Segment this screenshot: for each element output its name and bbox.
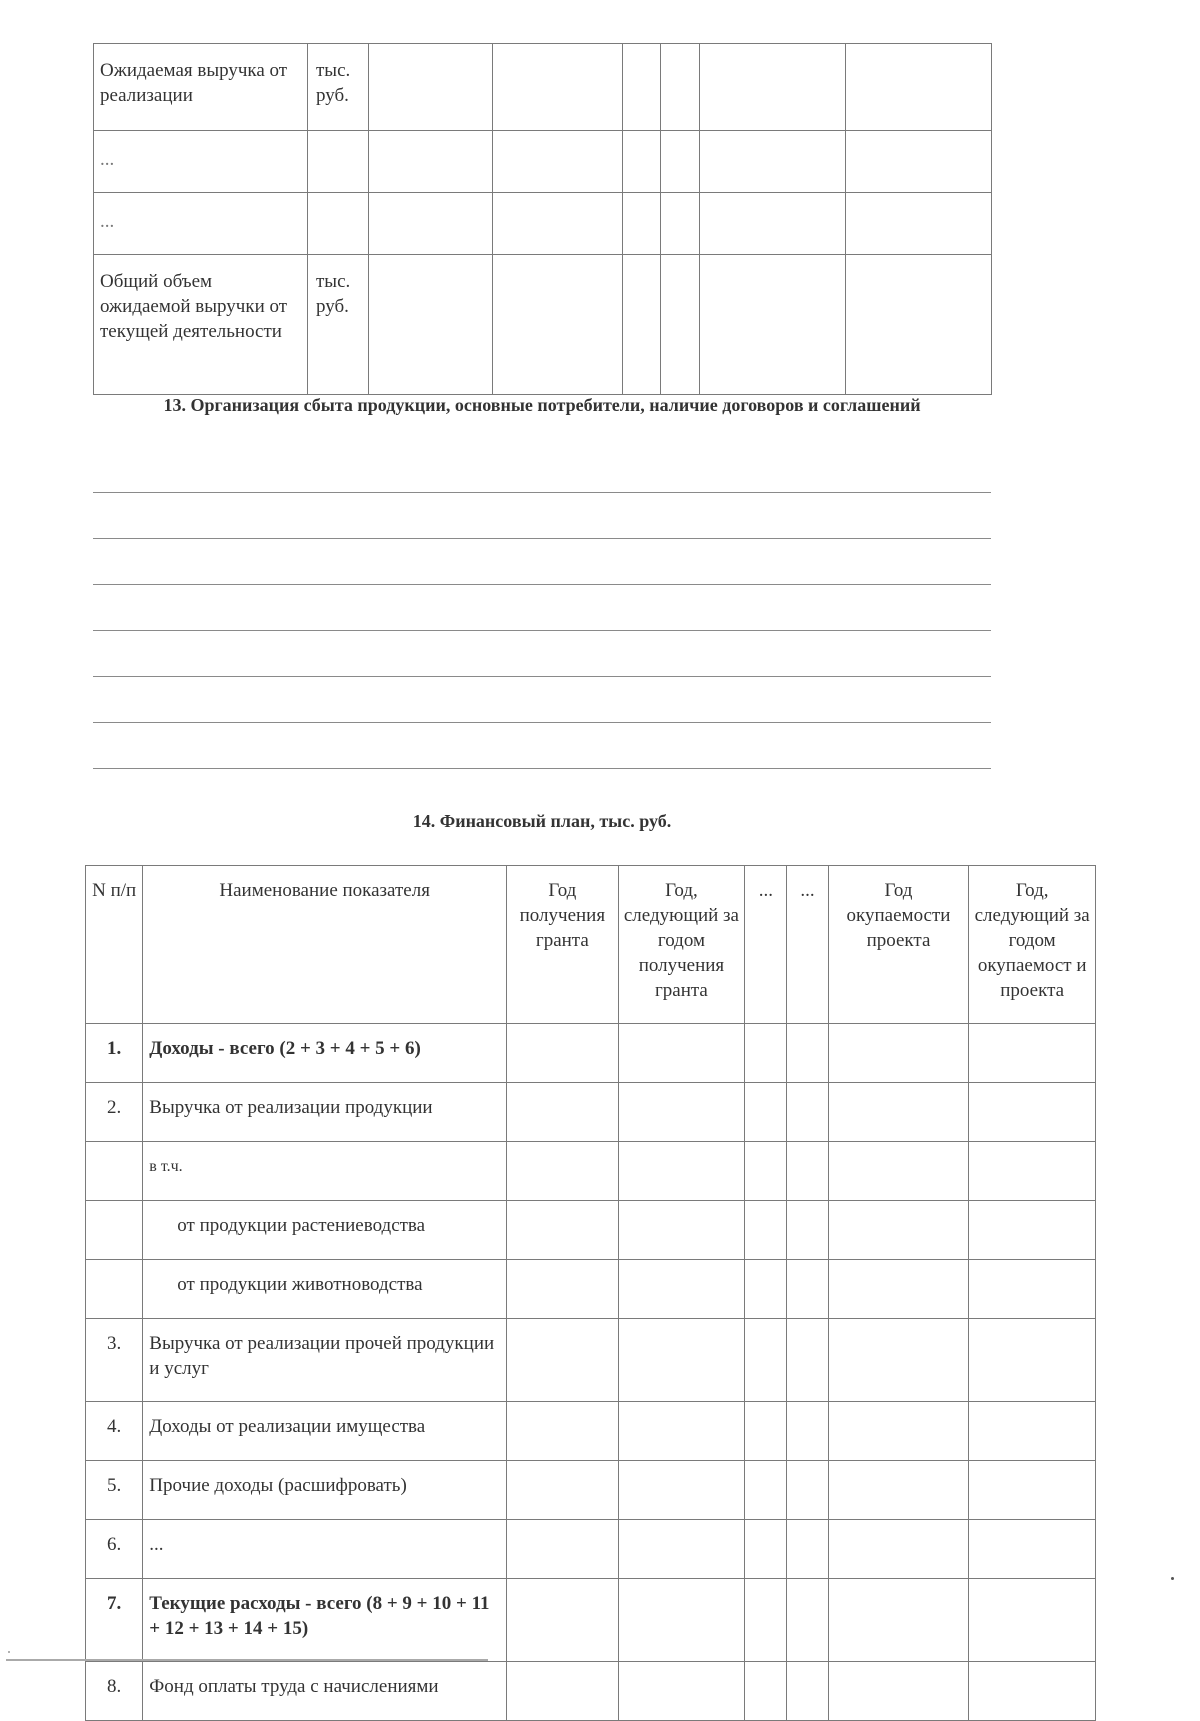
row-name: в т.ч.	[143, 1142, 507, 1201]
input-cell[interactable]	[745, 1579, 787, 1662]
input-cell[interactable]	[745, 1520, 787, 1579]
input-cell[interactable]	[618, 1260, 745, 1319]
table-cell	[661, 44, 700, 131]
row-unit: тыс. руб.	[308, 255, 369, 395]
input-cell[interactable]	[507, 1142, 619, 1201]
table-cell	[369, 44, 493, 131]
input-cell[interactable]	[969, 1520, 1096, 1579]
row-num: 5.	[86, 1461, 143, 1520]
header-grant-year: Год получения гранта	[507, 866, 619, 1024]
input-cell[interactable]	[969, 1461, 1096, 1520]
input-cell[interactable]	[828, 1319, 969, 1402]
row-name: Ожидаемая выручка от реализации	[94, 44, 308, 131]
table-row	[86, 1461, 1096, 1520]
input-cell[interactable]	[787, 1201, 828, 1260]
input-cell[interactable]	[969, 1201, 1096, 1260]
table-cell	[661, 131, 700, 193]
input-cell[interactable]	[618, 1083, 745, 1142]
row-name: ...	[94, 193, 308, 255]
table-row	[86, 1579, 1096, 1662]
input-cell[interactable]	[969, 1319, 1096, 1402]
table-cell	[700, 255, 846, 395]
input-cell[interactable]	[745, 1201, 787, 1260]
input-cell[interactable]	[828, 1142, 969, 1201]
input-cell[interactable]	[787, 1024, 828, 1083]
blank-line[interactable]	[93, 676, 991, 677]
input-cell[interactable]	[745, 1319, 787, 1402]
input-cell[interactable]	[507, 1024, 619, 1083]
input-cell[interactable]	[618, 1402, 745, 1461]
input-cell[interactable]	[618, 1579, 745, 1662]
table-row	[86, 1024, 1096, 1083]
row-unit: тыс. руб.	[308, 44, 369, 131]
input-cell[interactable]	[787, 1402, 828, 1461]
input-cell[interactable]	[618, 1461, 745, 1520]
input-cell[interactable]	[787, 1461, 828, 1520]
table-cell	[623, 44, 661, 131]
header-after-payback: Год, следующий за годом окупаемост и проекта	[969, 866, 1096, 1024]
input-cell[interactable]	[507, 1083, 619, 1142]
input-cell[interactable]	[969, 1024, 1096, 1083]
input-cell[interactable]	[507, 1579, 619, 1662]
input-cell[interactable]	[828, 1260, 969, 1319]
input-cell[interactable]	[969, 1142, 1096, 1201]
table-row	[86, 1319, 1096, 1402]
input-cell[interactable]	[787, 1319, 828, 1402]
table-row	[86, 1260, 1096, 1319]
row-num: 6.	[86, 1520, 143, 1579]
revenue-table	[93, 43, 992, 395]
input-cell[interactable]	[787, 1142, 828, 1201]
header-next-year: Год, следующий за годом получения гранта	[618, 866, 745, 1024]
input-cell[interactable]	[507, 1260, 619, 1319]
financial-plan-table	[85, 865, 1096, 1721]
input-cell[interactable]	[618, 1142, 745, 1201]
row-unit	[308, 131, 369, 193]
row-name: Текущие расходы - всего (8 + 9 + 10 + 11 + 12 + 13 + 14 + 15)	[143, 1579, 507, 1662]
input-cell[interactable]	[787, 1520, 828, 1579]
row-num	[86, 1142, 143, 1201]
input-cell[interactable]	[745, 1662, 787, 1721]
input-cell[interactable]	[618, 1319, 745, 1402]
row-unit	[308, 193, 369, 255]
input-cell[interactable]	[969, 1260, 1096, 1319]
row-name: ...	[143, 1520, 507, 1579]
blank-line[interactable]	[93, 722, 991, 723]
section-14-heading: 14. Финансовый план, тыс. руб.	[412, 811, 672, 831]
input-cell[interactable]	[507, 1201, 619, 1260]
blank-line[interactable]	[93, 584, 991, 585]
table-row	[86, 1142, 1096, 1201]
input-cell[interactable]	[828, 1402, 969, 1461]
table-cell	[493, 44, 623, 131]
table-row	[94, 131, 992, 193]
input-cell[interactable]	[618, 1024, 745, 1083]
row-name: Доходы - всего (2 + 3 + 4 + 5 + 6)	[143, 1024, 507, 1083]
table-cell	[846, 44, 992, 131]
table-cell	[623, 131, 661, 193]
input-cell[interactable]	[507, 1520, 619, 1579]
table-row	[86, 1402, 1096, 1461]
table-cell	[623, 193, 661, 255]
input-cell[interactable]	[828, 1201, 969, 1260]
table-cell	[700, 193, 846, 255]
table-row	[86, 1083, 1096, 1142]
row-num: 3.	[86, 1319, 143, 1402]
header-num: N п/п	[86, 866, 143, 1024]
header-dots-1: ...	[745, 866, 787, 1024]
input-cell[interactable]	[828, 1083, 969, 1142]
table-cell	[369, 193, 493, 255]
table-cell	[493, 131, 623, 193]
row-name: Прочие доходы (расшифровать)	[143, 1461, 507, 1520]
blank-line[interactable]	[93, 492, 991, 493]
input-cell[interactable]	[969, 1579, 1096, 1662]
table-row	[94, 193, 992, 255]
input-cell[interactable]	[507, 1461, 619, 1520]
row-num: 4.	[86, 1402, 143, 1461]
section-13-heading: 13. Организация сбыта продукции, основные потребители, наличие договоров и соглашений	[163, 395, 921, 415]
row-name: от продукции растениеводства	[143, 1201, 507, 1260]
input-cell[interactable]	[507, 1402, 619, 1461]
table-cell	[493, 193, 623, 255]
table-cell	[700, 131, 846, 193]
row-num	[86, 1260, 143, 1319]
table-cell	[846, 255, 992, 395]
input-cell[interactable]	[787, 1662, 828, 1721]
input-cell[interactable]	[745, 1461, 787, 1520]
input-cell[interactable]	[507, 1319, 619, 1402]
table-row	[86, 1201, 1096, 1260]
table-cell	[661, 193, 700, 255]
row-name: Доходы от реализации имущества	[143, 1402, 507, 1461]
header-dots-2: ...	[787, 866, 828, 1024]
row-num: 1.	[86, 1024, 143, 1083]
input-cell[interactable]	[745, 1260, 787, 1319]
input-cell[interactable]	[828, 1520, 969, 1579]
scan-speck	[8, 1651, 10, 1653]
input-cell[interactable]	[828, 1579, 969, 1662]
row-name: Выручка от реализации продукции	[143, 1083, 507, 1142]
input-cell[interactable]	[787, 1579, 828, 1662]
blank-line[interactable]	[93, 768, 991, 769]
header-payback-year: Год окупаемости проекта	[828, 866, 969, 1024]
row-name: ...	[94, 131, 308, 193]
table-cell	[661, 255, 700, 395]
row-num: 7.	[86, 1579, 143, 1662]
footer-rule	[6, 1659, 488, 1661]
input-cell[interactable]	[745, 1142, 787, 1201]
input-cell[interactable]	[618, 1662, 745, 1721]
input-cell[interactable]	[828, 1461, 969, 1520]
row-name: Выручка от реализации прочей продукции и услуг	[143, 1319, 507, 1402]
input-cell[interactable]	[507, 1662, 619, 1721]
table-row	[86, 1662, 1096, 1721]
input-cell[interactable]	[828, 1662, 969, 1721]
table-cell	[846, 131, 992, 193]
table-cell	[623, 255, 661, 395]
input-cell[interactable]	[969, 1083, 1096, 1142]
table-row	[94, 255, 992, 395]
table-cell	[846, 193, 992, 255]
table-cell	[493, 255, 623, 395]
row-num: 8.	[86, 1662, 143, 1721]
input-cell[interactable]	[969, 1662, 1096, 1721]
input-cell[interactable]	[618, 1520, 745, 1579]
row-num	[86, 1201, 143, 1260]
input-cell[interactable]	[787, 1083, 828, 1142]
row-name: Фонд оплаты труда с начислениями	[143, 1662, 507, 1721]
input-cell[interactable]	[745, 1024, 787, 1083]
blank-line[interactable]	[93, 630, 991, 631]
table-cell	[369, 131, 493, 193]
row-num: 2.	[86, 1083, 143, 1142]
input-cell[interactable]	[618, 1201, 745, 1260]
input-cell[interactable]	[828, 1024, 969, 1083]
table-cell	[700, 44, 846, 131]
blank-line[interactable]	[93, 538, 991, 539]
table-header-row	[86, 866, 1096, 1024]
input-cell[interactable]	[745, 1083, 787, 1142]
input-cell[interactable]	[969, 1402, 1096, 1461]
table-row	[94, 44, 992, 131]
scan-speck	[1171, 1577, 1174, 1580]
input-cell[interactable]	[787, 1260, 828, 1319]
table-cell	[369, 255, 493, 395]
row-name: Общий объем ожидаемой выручки от текущей деятельности	[94, 255, 308, 395]
input-cell[interactable]	[745, 1402, 787, 1461]
row-name: от продукции животноводства	[143, 1260, 507, 1319]
header-name: Наименование показателя	[143, 866, 507, 1024]
table-row	[86, 1520, 1096, 1579]
